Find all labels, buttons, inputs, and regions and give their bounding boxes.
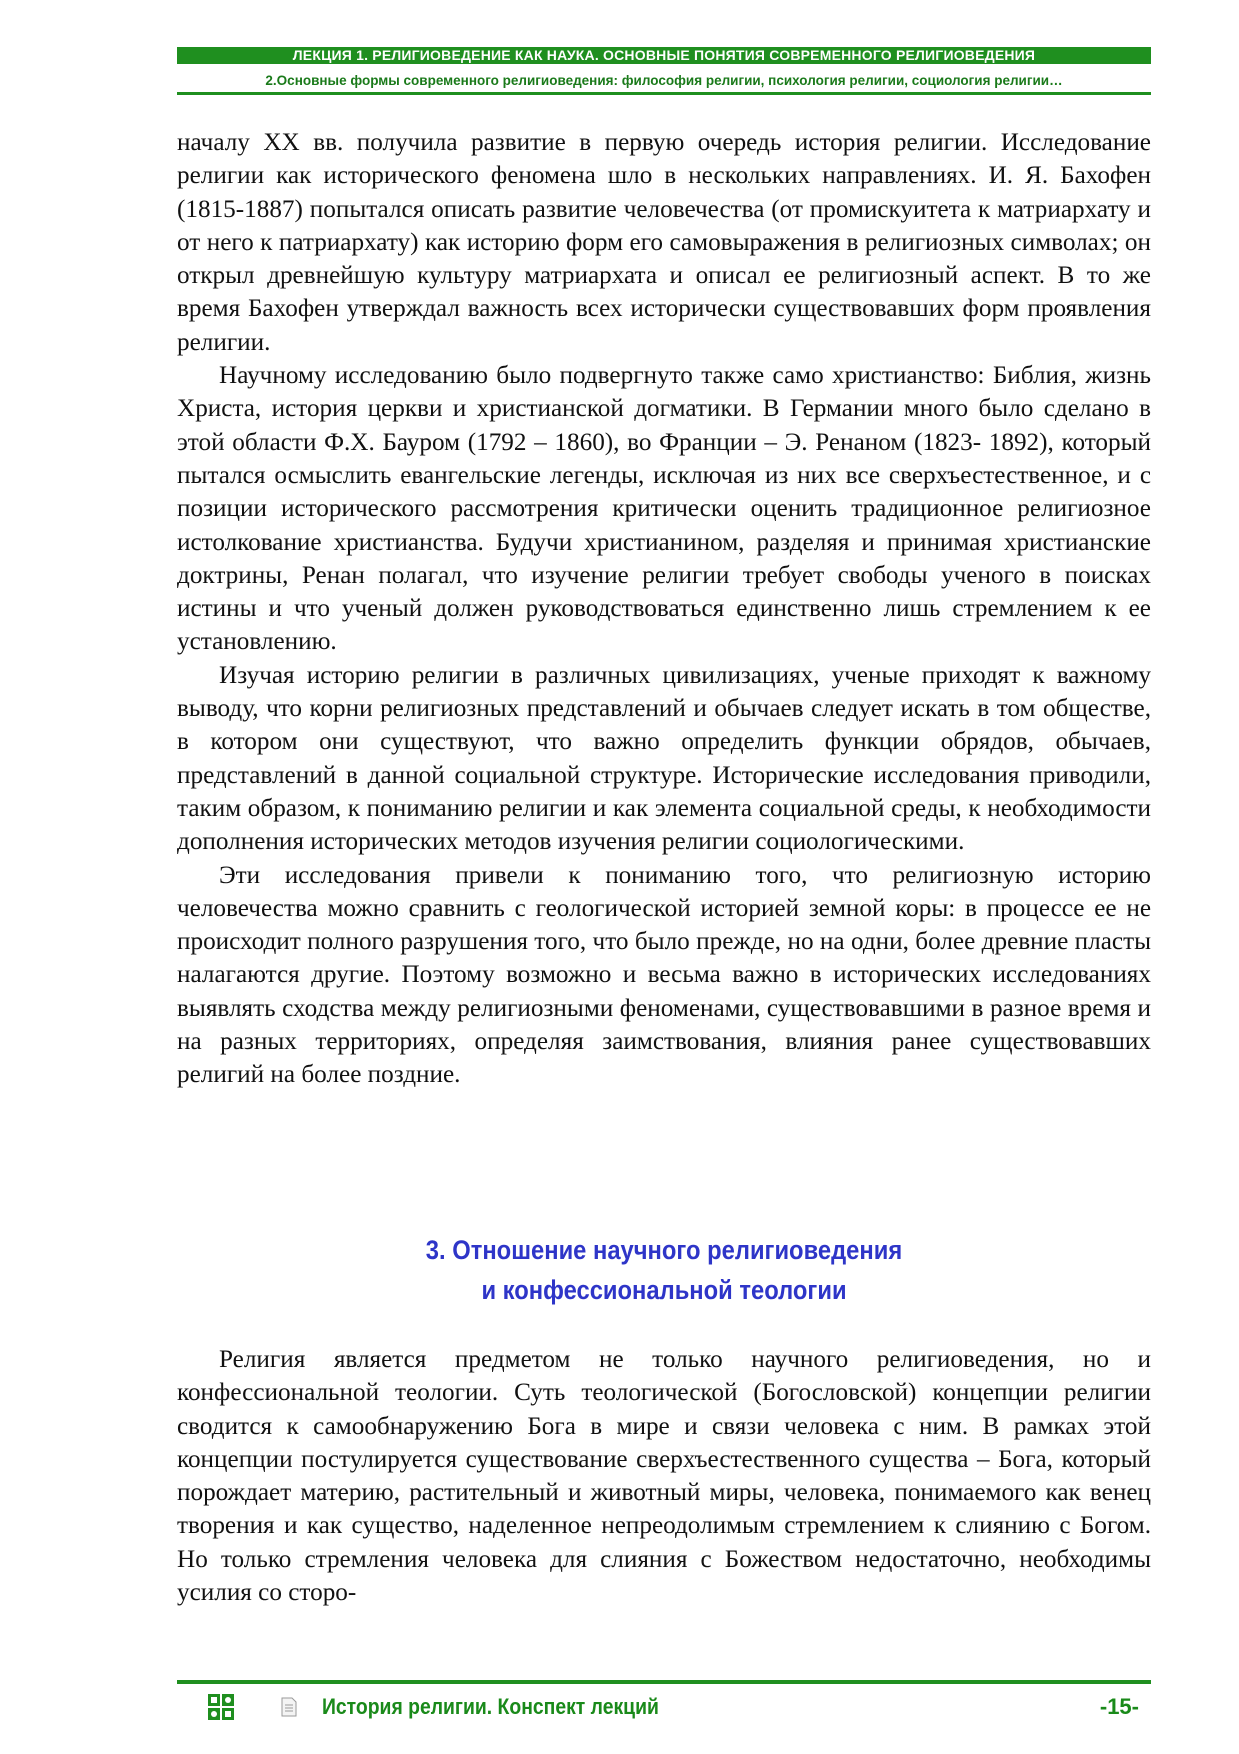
header-divider (177, 92, 1151, 95)
paragraph: Научному исследованию было подвергнуто также само христианство: Библия, жизнь Христа, история церкви и христианской догматики. В Германии много было сделано в этой области Ф.Х. Бауром (1792 – 1860), во Франции – Э. Ренаном (1823- 1892), который пытался осмыслить евангельские легенды, исключая из них все сверхъестественное, и с позиции исторического рассмотрения критически оценить традиционное религиозное истолкование христианства. Будучи христианином, разделяя и принимая христианские доктрины, Ренан полагал, что изучение религии требует свободы ученого в поисках истины и что ученый должен руководствоваться единственно лишь стремлением к ее установлению. (177, 362, 1151, 656)
paragraph: Эти исследования привели к пониманию того, что религиозную историю человечества можно сравнить с геологической историей земной коры: в процессе ее не происходит полного разрушения того, что было прежде, но на одни, более древние пласты налагаются другие. Поэтому возможно и весьма важно в исторических исследованиях выявлять сходства между религиозными феноменами, существовавшими в разное время и на разных территориях, определяя заимствования, влияния ранее существовавших религий на более поздние. (177, 861, 1151, 1089)
paragraph: Изучая историю религии в различных цивилизациях, ученые приходят к важному выводу, что корни религиозных представлений и обычаев следует искать в том обществе, в котором они существуют, что важно определить функции обрядов, обычаев, представлений в данной социальной структуре. Исторические исследования приводили, таким образом, к пониманию религии и как элемента социальной среды, к необходимости дополнения исторических методов изучения религии социологическими. (177, 661, 1151, 856)
page-number: -15- (1099, 1694, 1139, 1719)
running-header-subtitle: 2.Основные формы современного религиоведения: философия религии, психология религии, социология религии… (265, 73, 1063, 88)
section-heading (235, 1230, 1092, 1310)
main-text (177, 126, 1151, 1092)
running-header-title: ЛЕКЦИЯ 1. РЕЛИГИОВЕДЕНИЕ КАК НАУКА. ОСНОВНЫЕ ПОНЯТИЯ СОВРЕМЕННОГО РЕЛИГИОВЕДЕНИЯ (177, 47, 1151, 64)
paragraph: началу XX вв. получила развитие в первую очередь история религии. Исследование религии как исторического феномена шло в нескольких направлениях. И. Я. Бахофен (1815-1887) попытался описать развитие человечества (от промискуитета к матриархату и от него к патриархату) как историю форм его самовыражения в религиозных символах; он открыл древнейшую культуру матриархата и описал ее религиозный аспект. В то же время Бахофен утверждал важность всех исторически существовавших форм проявления религии. (177, 129, 1151, 356)
section-text (177, 1343, 1151, 1609)
footer-book-title: История религии. Конспект лекций (322, 1694, 659, 1719)
grid-logo-icon (208, 1694, 234, 1720)
paragraph: Религия является предметом не только научного религиоведения, но и конфессиональной теологии. Суть теологической (Богословской) концепции религии сводится к самообнаружению Бога в мире и связи человека с ним. В рамках этой концепции постулируется существование сверхъестественного существа – Бога, который порождает материю, растительный и животный миры, человека, понимаемого как венец творения и как существо, наделенное непреодолимым стремлением к слиянию с Богом. Но только стремления человека для слияния с Божеством недостаточно, необходимы усилия со сторо- (177, 1346, 1151, 1607)
footer-divider (177, 1680, 1151, 1684)
section-heading-line-2: и конфессиональной теологии (481, 1275, 847, 1305)
document-icon (281, 1697, 297, 1717)
section-heading-line-1: 3. Отношение научного религиоведения (425, 1235, 903, 1265)
